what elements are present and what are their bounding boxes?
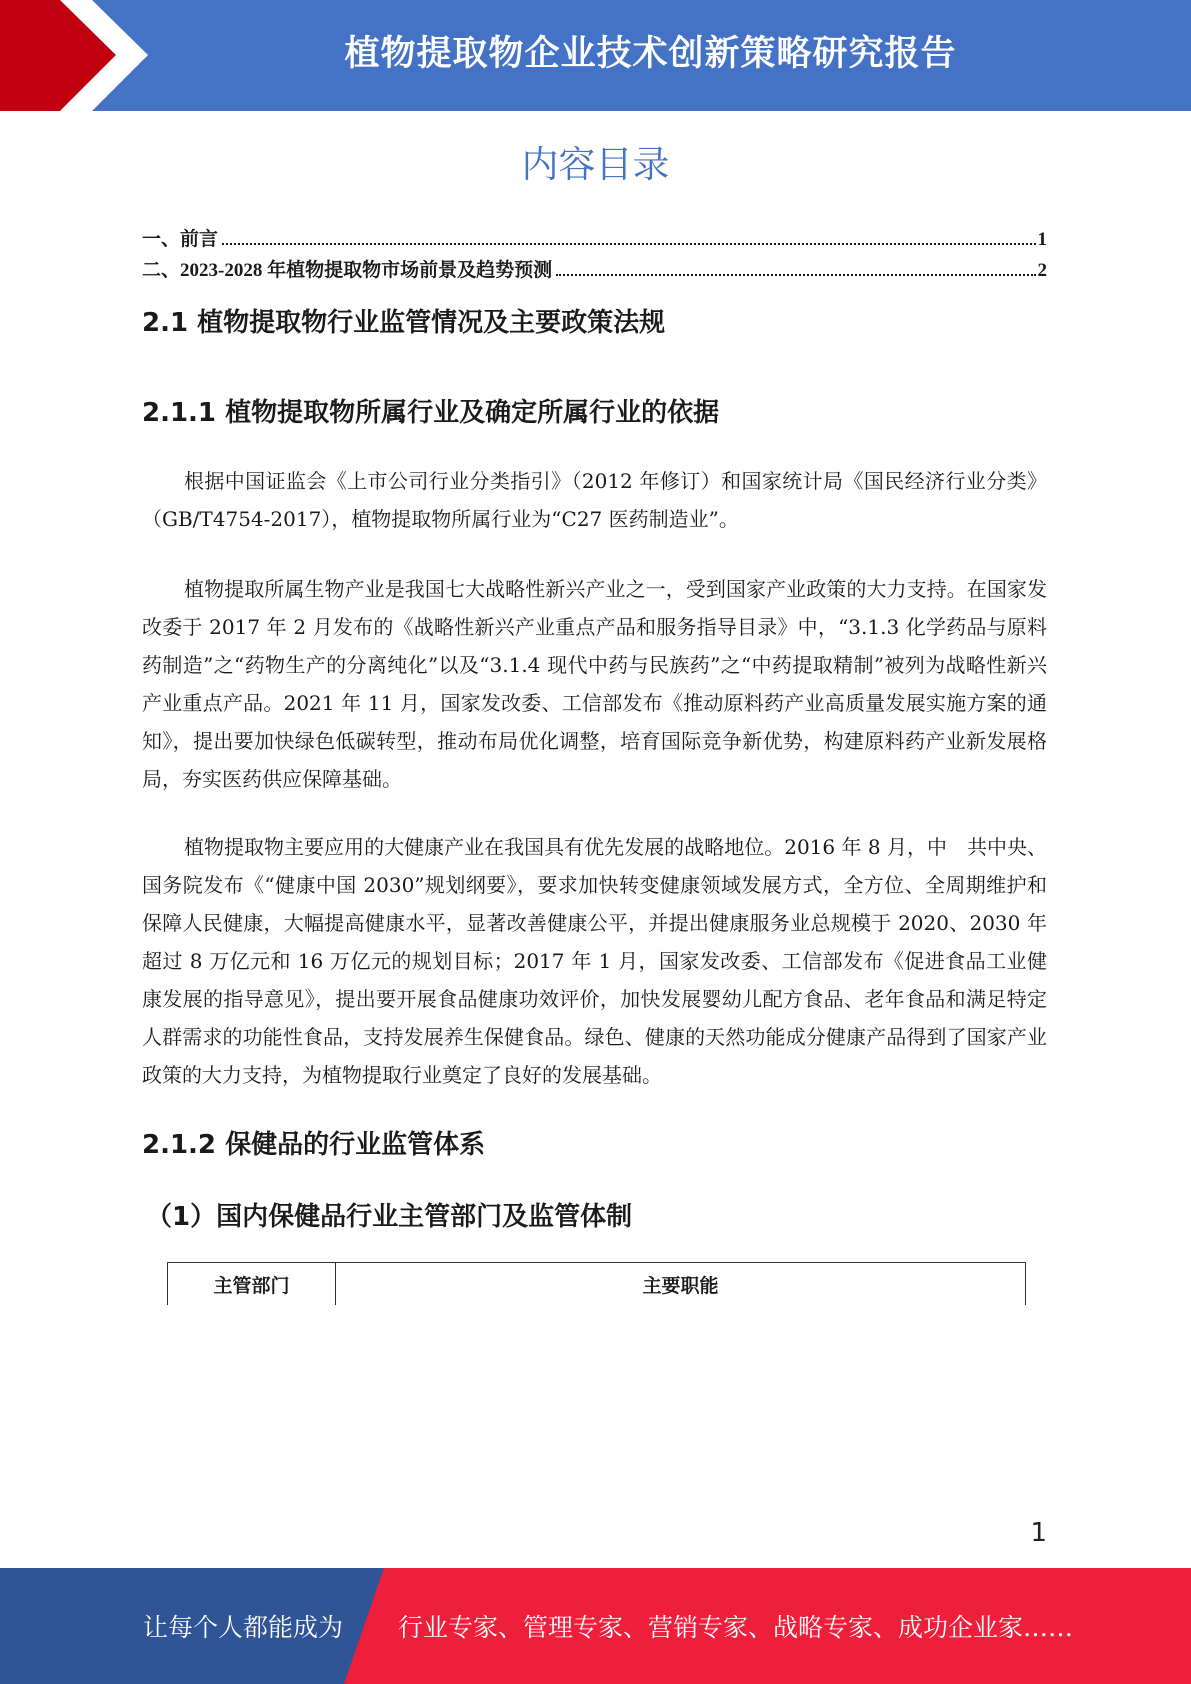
toc-leader-dots <box>556 274 1035 276</box>
toc-entry[interactable] <box>142 224 1047 255</box>
toc-entry-label: 一、前言 <box>142 229 219 250</box>
page-footer <box>0 1568 1191 1684</box>
page-header <box>0 0 1191 111</box>
section-heading-2-1-1: 2.1.1 植物提取物所属行业及确定所属行业的依据 <box>142 398 720 428</box>
section-heading-2-1: 2.1 植物提取物行业监管情况及主要政策法规 <box>142 308 666 338</box>
footer-slogan-right: 行业专家、管理专家、营销专家、战略专家、成功企业家…… <box>398 1613 1074 1642</box>
table-header-duties: 主要职能 <box>642 1274 719 1297</box>
paragraph-health-industry: 植物提取物主要应用的大健康产业在我国具有优先发展的战略地位。2016 年 8 月，中 共中央、国务院发布《“健康中国 2030”规划纲要》，要求加快转变健康领域发展方式，全方位、全周期维护和保障人民健康，大幅提高健康水平，显著改善健康公平，并提出健康服务业总规模于 2020、2030 年超过 8 万亿元和 16 万亿元的规划目标；2017 年 1 月，国家发改委、工信部发布《促进食品工业健康发展的指导意见》，提出要开展食品健康功效评价，加快发展婴幼儿配方食品、老年食品和满足特定人群需求的功能性食品，支持发展养生保健食品。绿色、健康的天然功能成分健康产品得到了国家产业政策的大力支持，为植物提取行业奠定了良好的发展基础。 <box>142 835 1047 1087</box>
arrow-chevron-icon <box>0 0 160 111</box>
subsection-heading-1: （1）国内保健品行业主管部门及监管体制 <box>146 1202 633 1232</box>
toc-entry-label: 二、2023-2028 年植物提取物市场前景及趋势预测 <box>142 260 553 281</box>
paragraph-classification: 根据中国证监会《上市公司行业分类指引》（2012 年修订）和国家统计局《国民经济行业分类》（GB/T4754-2017），植物提取物所属行业为“C27 医药制造业”。 <box>142 469 1047 531</box>
toc-entry[interactable] <box>142 255 1047 286</box>
table-header-department: 主管部门 <box>168 1263 336 1305</box>
paragraph-industry-policy: 植物提取所属生物产业是我国七大战略性新兴产业之一，受到国家产业政策的大力支持。在国家发改委于 2017 年 2 月发布的《战略性新兴产业重点产品和服务指导目录》中，“3.1.3 化学药品与原料药制造”之“药物生产的分离纯化”以及“3.1.4 现代中药与民族药”之“中药提取精制”被列为战略性新兴产业重点产品。2021 年 11 月，国家发改委、工信部发布《推动原料药产业高质量发展实施方案的通知》，提出要加快绿色低碳转型，推动布局优化调整，培育国际竞争新优势，构建原料药产业新发展格局，夯实医药供应保障基础。 <box>142 577 1047 791</box>
page-number: 1 <box>1030 1518 1047 1548</box>
table-of-contents <box>142 224 1047 286</box>
toc-entry-page: 1 <box>1037 229 1047 250</box>
toc-entry-page: 2 <box>1037 260 1047 281</box>
section-heading-2-1-2: 2.1.2 保健品的行业监管体系 <box>142 1130 486 1160</box>
toc-leader-dots <box>222 243 1035 245</box>
report-title: 植物提取物企业技术创新策略研究报告 <box>344 34 957 74</box>
toc-title: 内容目录 <box>521 143 670 186</box>
footer-slogan-left: 让每个人都能成为 <box>143 1613 344 1642</box>
regulator-table-header <box>167 1262 1026 1305</box>
